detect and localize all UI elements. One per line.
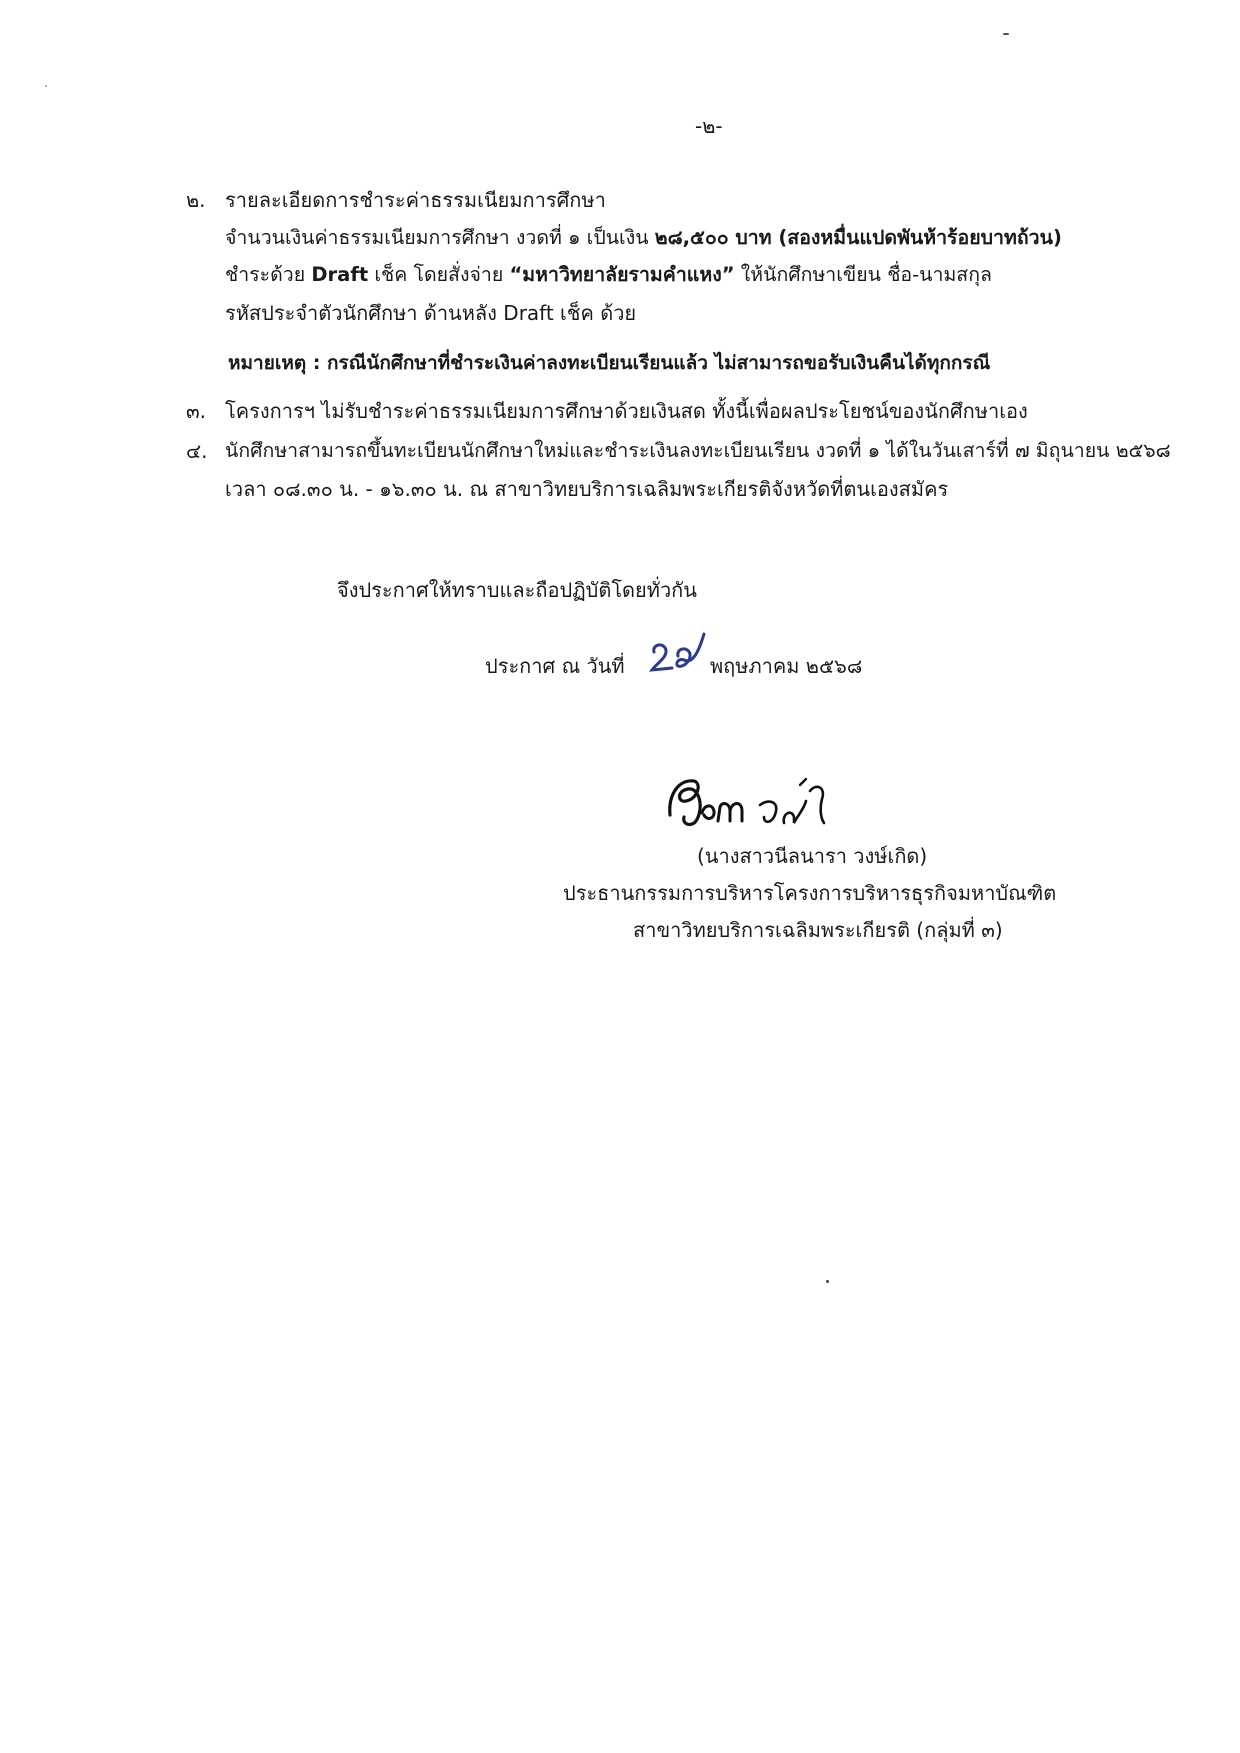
registration-time-text: เวลา ๐๘.๓๐ น. - ๑๖.๓๐ น. ณ สาขาวิทยบริการเฉลิมพระเกียรติจังหวัดที่ตนเองสมัคร: [225, 477, 949, 501]
registration-text: นักศึกษาสามารถขึ้นทะเบียนนักศึกษาใหม่และชำระเงินลงทะเบียนเรียน งวดที่ ๑ ได้ในวันเสาร์ที่ ๗ มิถุนายน ๒๕๖๘: [225, 439, 1171, 462]
no-cash-text: โครงการฯ ไม่รับชำระค่าธรรมเนียมการศึกษาด้วยเงินสด ทั้งนี้เพื่อผลประโยชน์ของนักศึกษาเอง: [225, 399, 1028, 423]
signatory-branch: สาขาวิทยบริการเฉลิมพระเกียรติ (กลุ่มที่ ๓): [633, 918, 1003, 942]
draft-bold: Draft: [311, 263, 369, 286]
payment-text: ให้นักศึกษาเขียน ชื่อ-นามสกุล: [734, 263, 992, 286]
scan-speck: [1003, 33, 1009, 35]
closing-statement: จึงประกาศให้ทราบและถือปฏิบัติโดยทั่วกัน: [337, 578, 697, 602]
section-number: ๓.: [186, 399, 207, 423]
announce-month-year: พฤษภาคม ๒๕๖๘: [710, 654, 863, 678]
scan-speck: [45, 85, 47, 87]
section-number: ๒.: [186, 188, 206, 212]
section-number: ๔.: [186, 439, 208, 463]
payment-text: ชำระด้วย: [225, 263, 312, 286]
page-number: -๒-: [695, 114, 723, 138]
signatory-name: (นางสาวนีลนารา วงษ์เกิด): [697, 844, 928, 868]
payment-text: เช็ค โดยสั่งจ่าย: [368, 263, 510, 286]
payee-name: “มหาวิทยาลัยรามคำแหง”: [509, 263, 735, 286]
signature: [660, 765, 910, 840]
handwritten-day: [648, 630, 710, 675]
student-id-line: รหัสประจำตัวนักศึกษา ด้านหลัง Draft เช็ค ด้วย: [225, 301, 637, 325]
fee-amount-prefix: จำนวนเงินค่าธรรมเนียมการศึกษา งวดที่ ๑ เป็นเงิน: [225, 226, 655, 249]
fee-amount-bold: ๒๘,๕๐๐ บาท (สองหมื่นแปดพันห้าร้อยบาทถ้วน): [654, 226, 1062, 249]
signatory-title: ประธานกรรมการบริหารโครงการบริหารธุรกิจมหาบัณฑิต: [563, 881, 1057, 905]
payment-method-line: [225, 262, 992, 288]
fee-amount-line: [225, 225, 1062, 251]
refund-note: หมายเหตุ : กรณีนักศึกษาที่ชำระเงินค่าลงทะเบียนเรียนแล้ว ไม่สามารถขอรับเงินคืนได้ทุกกรณี: [228, 352, 991, 374]
section-heading: รายละเอียดการชำระค่าธรรมเนียมการศึกษา: [225, 188, 606, 212]
scan-speck: [826, 1280, 829, 1283]
announce-date-prefix: ประกาศ ณ วันที่: [485, 654, 625, 678]
